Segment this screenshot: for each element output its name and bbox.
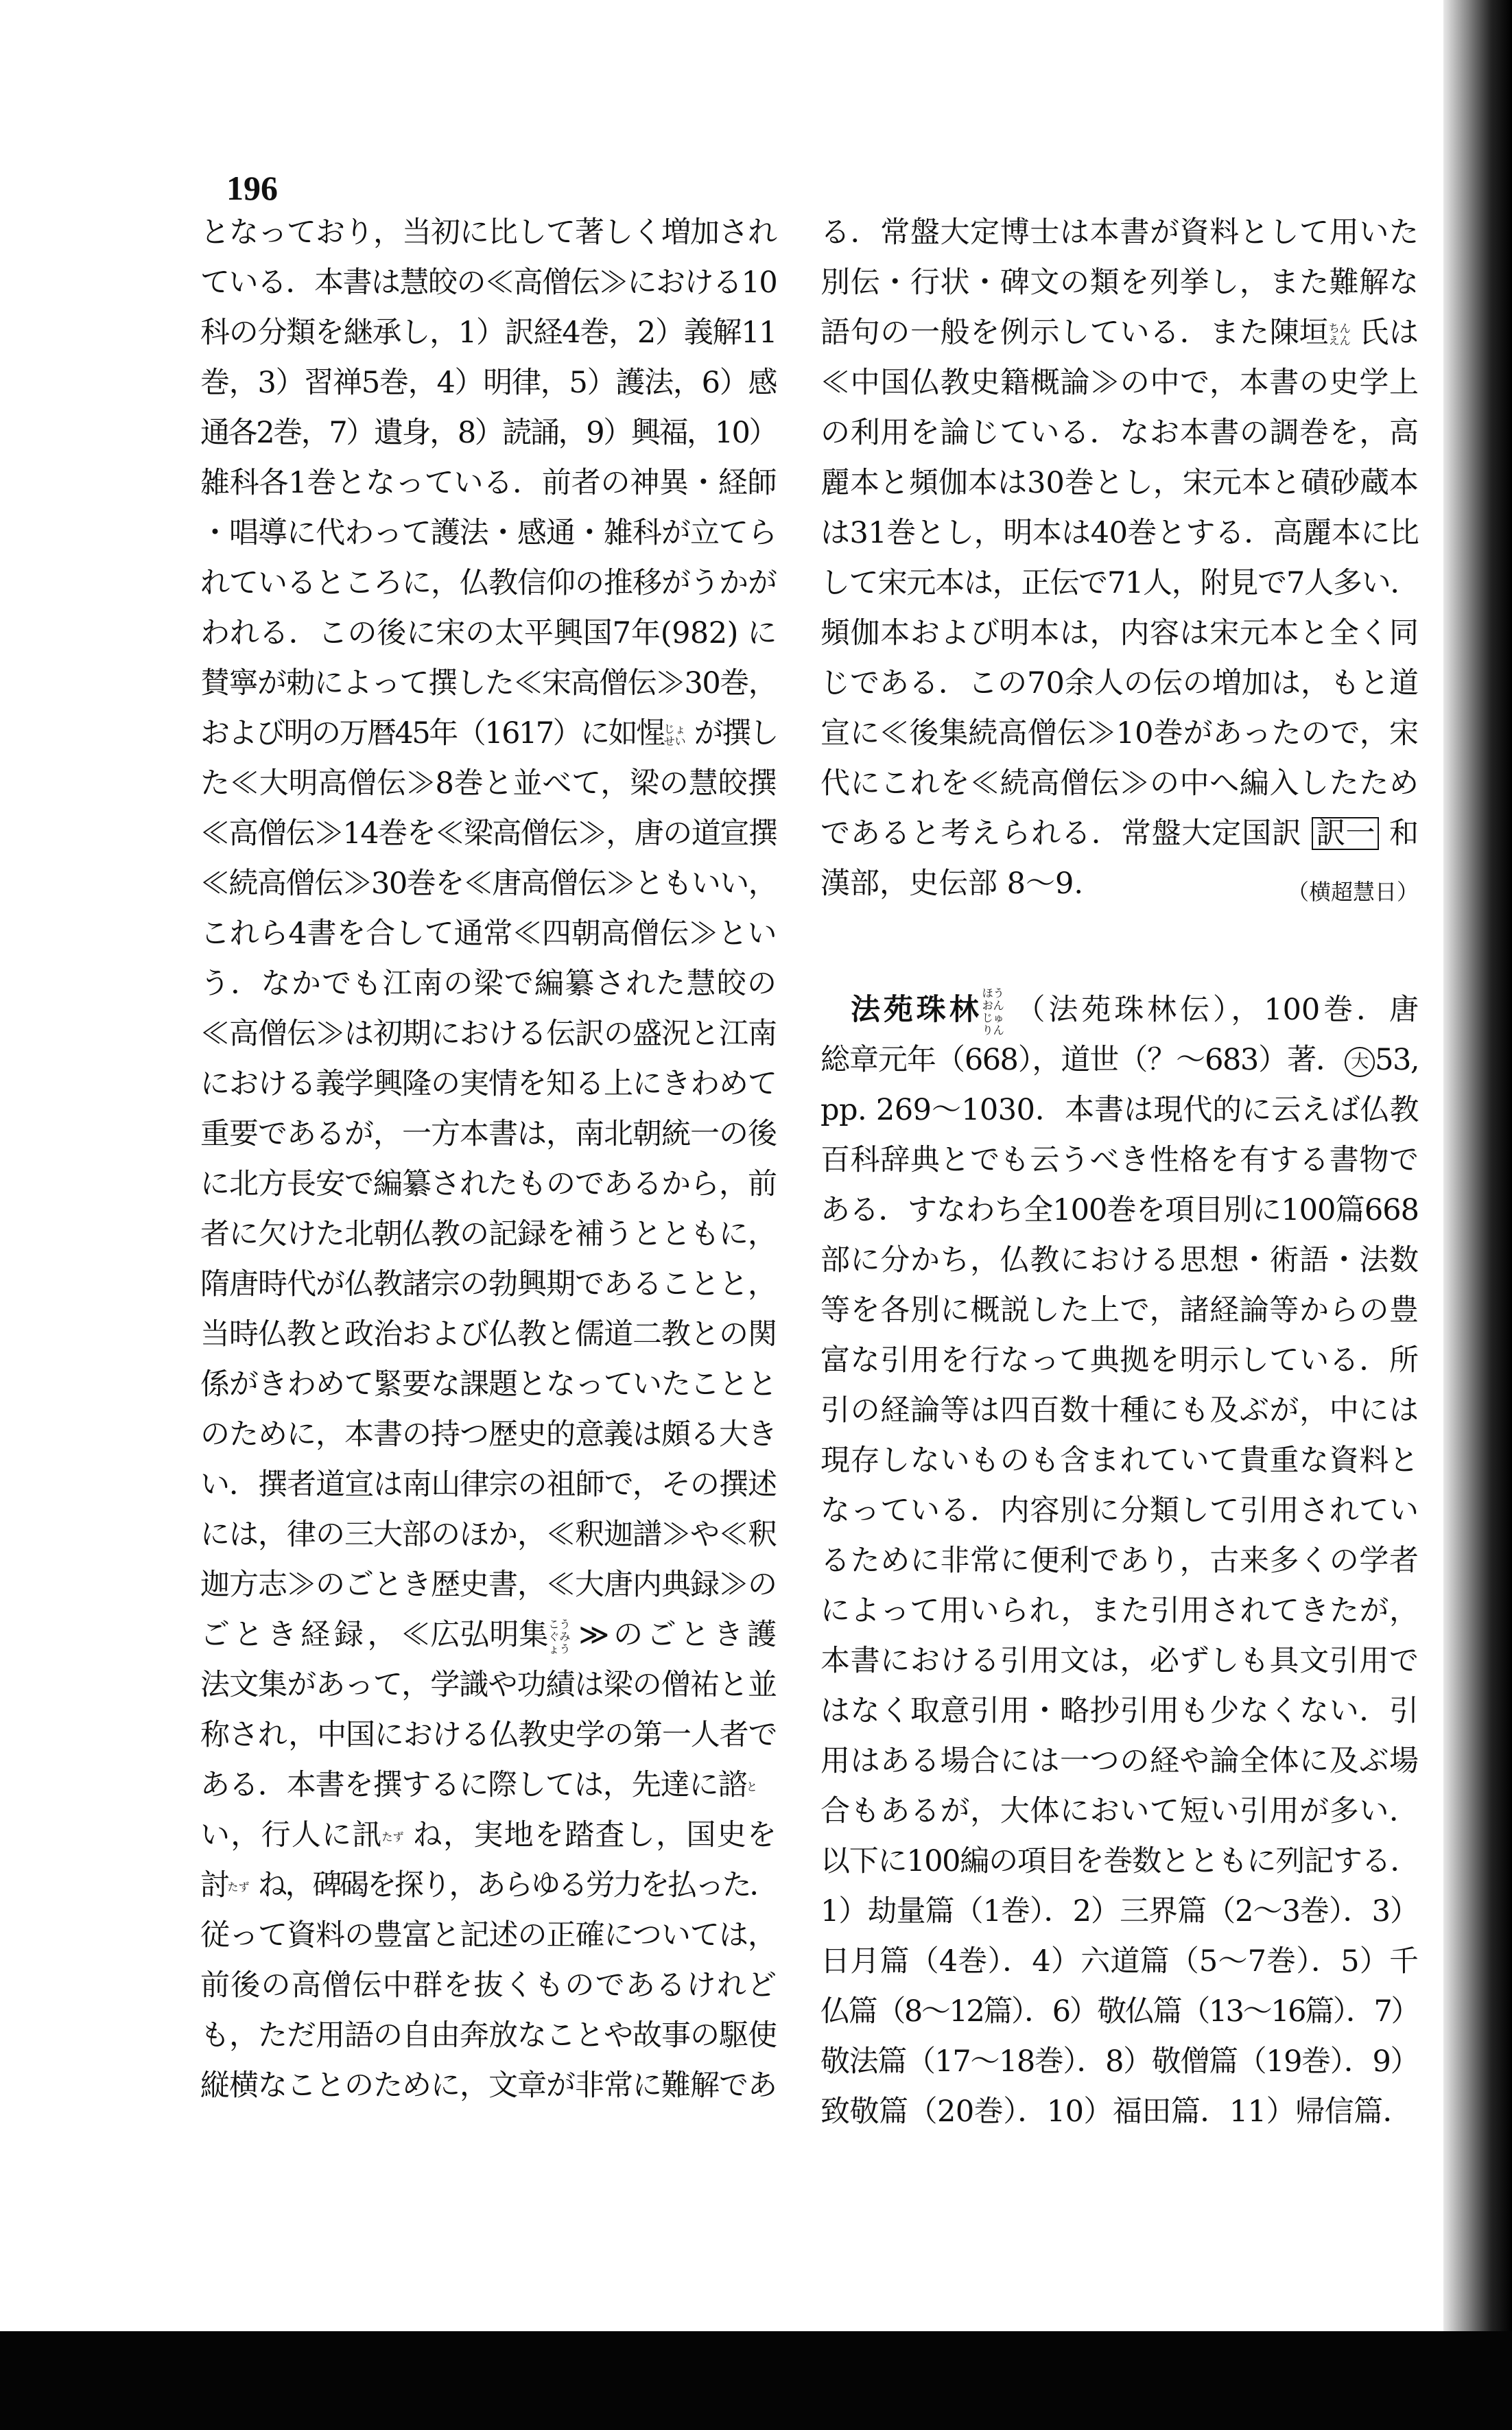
text-line [820, 1686, 1419, 1736]
text-segment: pp. 269～1030．本書は現代的に云えば仏教 [820, 1093, 1419, 1127]
text-segment: はなく取意引用・略抄引用も少なくない．引 [820, 1694, 1419, 1728]
ruby-reading: たず [227, 1880, 250, 1894]
scan-shadow-bottom [0, 2331, 1512, 2430]
text-segment: であると考えられる．常盤大定国訳 [820, 816, 1312, 851]
entry-heading-line [820, 985, 1419, 1035]
text-line [200, 1610, 777, 1660]
text-segment: も，ただ用語の自由奔放なことや故事の駆使 [200, 2018, 777, 2053]
text-segment: い．撰者道宣は南山律宗の祖師で，その撰述 [200, 1467, 777, 1502]
text-line [200, 408, 777, 458]
text-segment: 麗本と頻伽本は30巻とし，宋元本と磧砂蔵本 [820, 466, 1419, 500]
text-segment: に北方長安で編纂されたものであるから，前 [200, 1167, 777, 1201]
text-line [820, 208, 1419, 258]
text-segment: われる．この後に宋の太平興国7年(982) に [200, 616, 777, 650]
text-segment: ごとき経録，≪ [200, 1618, 431, 1652]
text-segment: 53, [1375, 1043, 1419, 1077]
text-line [200, 1660, 777, 1710]
text-segment: 日月篇（4巻）．4）六道篇（5～7巻）．5）千 [820, 1944, 1419, 1979]
text-line [820, 1887, 1419, 1937]
text-line [200, 1460, 777, 1510]
text-line [200, 1260, 777, 1310]
text-line [200, 909, 777, 959]
text-segment: 従って資料の豊富と記述の正確については， [200, 1918, 777, 1953]
text-segment: る．常盤大定博士は本書が資料として用いた [820, 215, 1419, 250]
text-line [200, 1710, 777, 1760]
boxed-reference: 訳一 [1312, 817, 1379, 850]
text-segment: によって用いられ，また引用されてきたが， [820, 1594, 1419, 1628]
text-segment: なっている．内容別に分類して引用されてい [820, 1494, 1419, 1528]
text-line [200, 709, 777, 759]
text-line [200, 2011, 777, 2061]
text-line [200, 2061, 777, 2111]
text-line [200, 1210, 777, 1260]
text-line [200, 859, 777, 909]
text-segment: た≪大明高僧伝≫8巻と並べて，梁の慧皎撰 [200, 766, 777, 801]
text-segment: 宣に≪後集続高僧伝≫10巻があったので，宋 [820, 716, 1419, 751]
text-line [820, 759, 1419, 809]
text-line [820, 458, 1419, 508]
text-line [200, 609, 777, 659]
text-line [820, 609, 1419, 659]
text-line [200, 308, 777, 358]
text-segment: 係がきわめて緊要な課題となっていたことと [200, 1367, 777, 1402]
text-line [820, 1236, 1419, 1286]
text-segment: 雑科各1巻となっている．前者の神異・経師 [200, 466, 777, 500]
text-segment: 縦横なことのために，文章が非常に難解であ [200, 2068, 777, 2103]
text-line [820, 508, 1419, 558]
text-segment: 用はある場合には一つの経や論全体に及ぶ場 [820, 1744, 1419, 1778]
text-segment: ≫のごとき護 [578, 1618, 777, 1652]
text-line [200, 258, 777, 308]
text-line [820, 859, 1419, 909]
text-segment: 仏篇（8～12篇）．6）敬仏篇（13～16篇）．7） [820, 1994, 1419, 2029]
text-segment: のために，本書の持つ歴史的意義は頗る大き [200, 1417, 777, 1452]
text-segment: 巻，3）習禅5巻，4）明律，5）護法，6）感 [200, 366, 777, 400]
text-line [820, 1286, 1419, 1336]
text-line [820, 1035, 1419, 1085]
author-signature: （横超慧日） [1286, 879, 1419, 905]
ruby-reading: こうぐみょう [548, 1618, 571, 1655]
text-segment: ある．本書を撰するに際しては，先達に [200, 1768, 718, 1802]
text-line [200, 458, 777, 508]
circled-reference: 大 [1345, 1047, 1375, 1077]
right-column-entry [820, 1035, 1419, 2137]
text-line [820, 308, 1419, 358]
text-segment: 1）劫量篇（1巻）．2）三界篇（2～3巻）．3） [820, 1894, 1419, 1928]
ruby-reading: と [746, 1780, 758, 1793]
text-line [200, 1560, 777, 1610]
text-segment: には，律の三大部のほか，≪釈迦譜≫や≪釈 [200, 1518, 777, 1552]
text-line [820, 1536, 1419, 1586]
ruby-base: 広弘明集 [430, 1618, 549, 1652]
page-number: 196 [226, 169, 278, 207]
text-line [820, 1336, 1419, 1386]
ruby-base: 如惺 [608, 716, 664, 751]
text-line [820, 1786, 1419, 1837]
text-segment: 迦方志≫のごとき歴史書，≪大唐内典録≫の [200, 1568, 777, 1602]
text-line [820, 258, 1419, 308]
ruby-base: 討 [200, 1868, 228, 1902]
text-line [820, 1987, 1419, 2037]
text-line [200, 1911, 777, 1961]
text-line [200, 1961, 777, 2011]
text-line [200, 959, 777, 1009]
text-segment: して宋元本は，正伝で71人，附見で7人多い． [820, 566, 1419, 600]
text-segment: 重要であるが，一方本書は，南北朝統一の後 [200, 1117, 777, 1151]
text-line [200, 208, 777, 258]
text-segment: 語句の一般を例示している．また [820, 316, 1270, 350]
text-line [200, 1410, 777, 1460]
text-segment: う．なかでも江南の梁で編纂された慧皎の [200, 967, 777, 1001]
text-line [200, 558, 777, 609]
text-segment: 頻伽本および明本は，内容は宋元本と全く同 [820, 616, 1419, 650]
text-line [820, 558, 1419, 609]
text-segment: は31巻とし，明本は40巻とする．高麗本に比 [820, 516, 1419, 550]
text-segment: 代にこれを≪続高僧伝≫の中へ編入したため [820, 766, 1419, 801]
text-segment: ある．すなわち全100巻を項目別に100篇668 [820, 1193, 1419, 1227]
text-line [200, 1360, 777, 1410]
entry-title: 法苑珠林 [851, 993, 982, 1027]
text-segment: 富な引用を行なって典拠を明示している．所 [820, 1343, 1419, 1378]
text-segment: 賛寧が勅によって撰した≪宋高僧伝≫30巻， [200, 666, 777, 700]
text-line [200, 1159, 777, 1210]
text-segment: 通各2巻，7）遺身，8）読誦，9）興福，10） [200, 416, 777, 450]
text-segment: の利用を論じている．なお本書の調巻を，高 [820, 416, 1419, 450]
text-segment: 引の経論等は四百数十種にも及ぶが，中には [820, 1393, 1419, 1428]
text-segment: ≪続高僧伝≫30巻を≪唐高僧伝≫ともいい， [200, 866, 777, 901]
ruby-base: 諮 [718, 1768, 746, 1802]
ruby-reading: たず [381, 1830, 404, 1843]
text-line [820, 1636, 1419, 1686]
right-column-top [820, 208, 1419, 909]
text-segment: ≪高僧伝≫14巻を≪梁高僧伝≫，唐の道宣撰 [200, 816, 777, 851]
text-segment: 和 [1379, 816, 1419, 851]
text-segment: ている．本書は慧皎の≪高僧伝≫における10 [200, 266, 777, 300]
text-line [820, 709, 1419, 759]
text-segment: 合もあるが，大体において短い引用が多い． [820, 1794, 1419, 1828]
text-segment: となっており，当初に比して著しく増加され [200, 215, 777, 250]
right-column [820, 208, 1419, 2137]
text-line [820, 1135, 1419, 1185]
text-segment: 以下に100編の項目を巻数とともに列記する． [820, 1844, 1419, 1878]
text-segment: るために非常に便利であり，古来多くの学者 [820, 1544, 1419, 1578]
text-line [820, 358, 1419, 408]
text-line [820, 2087, 1419, 2137]
text-line [820, 1586, 1419, 1636]
text-segment: 部に分かち，仏教における思想・術語・法数 [820, 1243, 1419, 1277]
text-segment: 氏は [1358, 316, 1419, 350]
text-segment: じである．この70余人の伝の増加は，もと道 [820, 666, 1419, 700]
text-line [820, 809, 1419, 859]
text-line [820, 1486, 1419, 1536]
text-line [200, 1810, 777, 1861]
left-column [200, 208, 777, 2111]
text-segment: および明の万暦45年（1617）に [200, 716, 609, 751]
text-segment: 現存しないものも含まれていて貴重な資料と [820, 1443, 1419, 1478]
text-line [820, 1937, 1419, 1987]
text-line [820, 1736, 1419, 1786]
text-segment: れているところに，仏教信仰の推移がうかが [200, 566, 777, 600]
scan-shadow-right [1443, 0, 1512, 2333]
text-line [200, 1861, 777, 1911]
text-segment: 致敬篇（20巻）．10）福田篇．11）帰信篇． [820, 2095, 1413, 2129]
text-line [200, 1510, 777, 1560]
text-segment: ≪中国仏教史籍概論≫の中で，本書の史学上 [820, 366, 1419, 400]
text-line [200, 659, 777, 709]
text-segment: における義学興隆の実情を知る上にきわめて [200, 1067, 777, 1101]
ruby-base: 陳垣 [1269, 316, 1329, 350]
text-line [820, 1837, 1419, 1887]
text-line [820, 1386, 1419, 1436]
ruby-base: 訊 [352, 1818, 382, 1852]
text-segment: い，行人に [200, 1818, 353, 1852]
text-segment: 当時仏教と政治および仏教と儒道二教との関 [200, 1317, 777, 1352]
text-segment: ・唱導に代わって護法・感通・雑科が立てら [200, 516, 777, 550]
text-segment: 科の分類を継承し，1）訳経4巻，2）義解11 [200, 316, 777, 350]
text-line [200, 1109, 777, 1159]
text-segment: これら4書を合して通常≪四朝高僧伝≫とい [200, 917, 777, 951]
text-segment: 百科辞典とでも云うべき性格を有する書物で [820, 1143, 1419, 1177]
ruby-reading: じょせい [663, 722, 686, 748]
text-line [200, 508, 777, 558]
text-line [820, 408, 1419, 458]
text-line [200, 759, 777, 809]
text-segment: 法文集があって，学識や功績は梁の僧祐と並 [200, 1668, 777, 1702]
text-line [820, 2037, 1419, 2087]
text-line [200, 1310, 777, 1360]
entry-spacer [820, 909, 1419, 985]
text-line [200, 1009, 777, 1059]
text-segment: 漢部，史伝部 8～9. [820, 866, 1084, 901]
text-segment: 本書における引用文は，必ずしも具文引用で [820, 1644, 1419, 1678]
text-line [820, 1436, 1419, 1486]
text-segment: が撰し [694, 716, 778, 751]
text-segment: 隋唐時代が仏教諸宗の勃興期であることと， [200, 1267, 777, 1301]
text-segment: 敬法篇（17～18巻）．8）敬僧篇（19巻）．9） [820, 2044, 1419, 2079]
text-segment: ね，実地を踏査し，国史を [412, 1818, 777, 1852]
text-segment: ね，碑碣を探り，あらゆる労力を払った． [257, 1868, 777, 1902]
text-line [820, 1185, 1419, 1236]
text-segment: 前後の高僧伝中群を抜くものであるけれど [200, 1968, 777, 2003]
text-line [200, 1059, 777, 1109]
text-segment: 別伝・行状・碑文の類を列挙し，また難解な [820, 266, 1419, 300]
text-line [200, 1760, 777, 1810]
text-line [820, 1085, 1419, 1135]
text-line [200, 809, 777, 859]
text-line [820, 659, 1419, 709]
entry-heading-rest: （法苑珠林伝），100巻．唐 [1012, 993, 1419, 1027]
text-segment: 称され，中国における仏教史学の第一人者で [200, 1718, 777, 1752]
text-segment: 者に欠けた北朝仏教の記録を補うとともに， [200, 1217, 777, 1251]
entry-title-reading: ほうおんじゅりん [982, 987, 1004, 1037]
text-segment: ≪高僧伝≫は初期における伝訳の盛況と江南 [200, 1017, 777, 1051]
text-segment: 等を各別に概説した上で，諸経論等からの豊 [820, 1293, 1419, 1328]
text-line [200, 358, 777, 408]
text-segment: 総章元年（668），道世（？～683）著． [820, 1043, 1345, 1077]
ruby-reading: ちんえん [1328, 322, 1351, 347]
